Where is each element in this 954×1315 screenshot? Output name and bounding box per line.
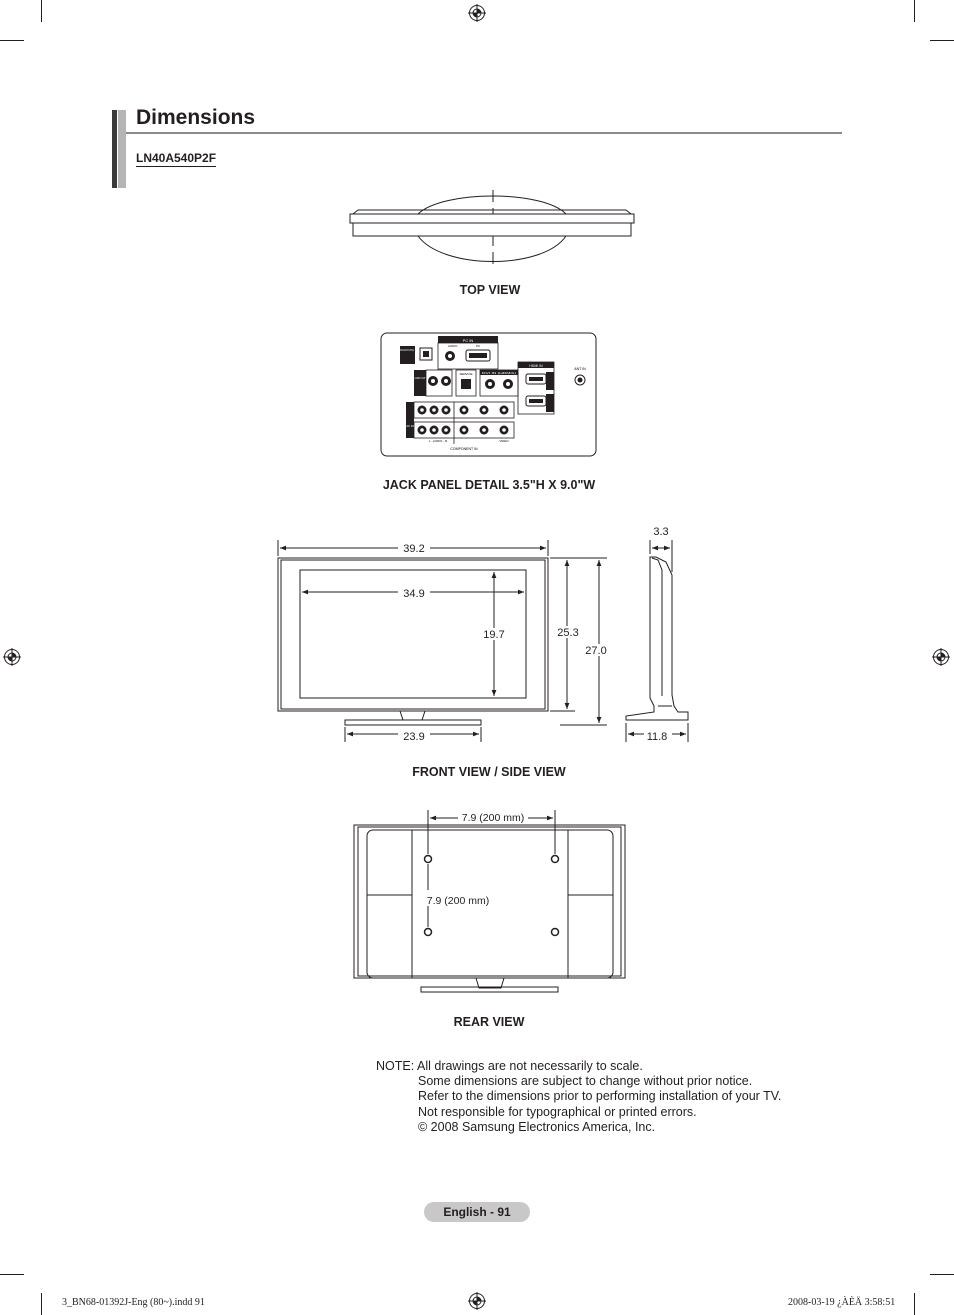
pc-audio-label: AUDIO (448, 344, 458, 348)
title-rule (126, 132, 842, 134)
crop-mark (41, 0, 42, 22)
model-number: LN40A540P2F (136, 151, 217, 165)
note-row (376, 1059, 781, 1074)
jack-panel-drawing (380, 332, 598, 458)
registration-mark-icon (932, 648, 950, 666)
hdmi-in-label: HDMI IN (529, 364, 543, 368)
title-accent-bar (118, 110, 126, 188)
audio-lr-label: L - AUDIO - R (428, 439, 448, 443)
rear-view-caption: REAR VIEW (453, 1015, 525, 1029)
crop-mark (930, 1274, 954, 1275)
rear-view-drawing (350, 808, 630, 998)
note-line: Some dimensions are subject to change without prior notice. (418, 1074, 753, 1089)
pc-label: PC (476, 344, 481, 348)
dvi-in-label: DVI IN (HDMI1) (482, 371, 517, 375)
dim-stand-depth: 11.8 (646, 731, 668, 743)
dim-depth: 3.3 (653, 526, 669, 538)
dim-total-height: 27.0 (585, 645, 607, 657)
top-view-caption: TOP VIEW (459, 283, 521, 297)
crop-mark (41, 1293, 42, 1315)
registration-mark-icon (3, 648, 21, 666)
registration-mark-icon (468, 1292, 486, 1310)
front-side-view-drawing (270, 520, 700, 750)
note-line: Refer to the dimensions prior to performing installation of your TV. (418, 1089, 782, 1104)
audio-out-label: AUDIO OUT (414, 376, 426, 380)
note-label: NOTE: (376, 1059, 415, 1073)
registration-mark-icon (468, 4, 486, 22)
top-view-drawing (348, 186, 638, 272)
crop-mark (0, 1274, 24, 1275)
pc-in-label: PC IN (462, 338, 474, 343)
crop-mark (930, 40, 954, 41)
av-in-label: AV IN (406, 424, 414, 428)
front-side-view-caption: FRONT VIEW / SIDE VIEW (412, 765, 566, 779)
video-label: VIDEO (499, 439, 509, 443)
service-label: SERVICE (459, 372, 473, 376)
dim-body-height: 25.3 (557, 627, 579, 639)
dim-overall-width: 39.2 (403, 543, 425, 555)
dim-screen-width: 34.9 (403, 588, 425, 600)
vesa-horizontal-label: 7.9 (200 mm) (461, 812, 525, 824)
crop-mark (914, 1293, 915, 1315)
ant-in-label: ANT IN (574, 367, 586, 371)
page-title: Dimensions (136, 106, 256, 129)
page-number-badge: English - 91 (424, 1202, 530, 1222)
component-in-label: COMPONENT IN (450, 447, 478, 451)
note-block (376, 1059, 781, 1135)
note-line: Not responsible for typographical or printed errors. (418, 1104, 697, 1119)
note-line: © 2008 Samsung Electronics America, Inc. (418, 1119, 656, 1134)
print-slug-right: 2008-03-19 ¿ÀÈÄ 3:58:51 (788, 1297, 896, 1308)
crop-mark (0, 40, 24, 41)
crop-mark (914, 0, 915, 22)
dim-stand-width: 23.9 (403, 731, 425, 743)
note-line: All drawings are not necessarily to scale. (417, 1059, 643, 1073)
title-accent-bar (112, 110, 117, 188)
vesa-vertical-label: 7.9 (200 mm) (426, 895, 490, 907)
optical-label: DIGITAL AUDIO OUT (OPTICAL) (400, 348, 414, 352)
print-slug-left: 3_BN68-01392J-Eng (80~).indd 91 (62, 1297, 205, 1308)
jack-panel-caption: JACK PANEL DETAIL 3.5"H X 9.0"W (382, 478, 596, 492)
dim-screen-height: 19.7 (483, 629, 505, 641)
